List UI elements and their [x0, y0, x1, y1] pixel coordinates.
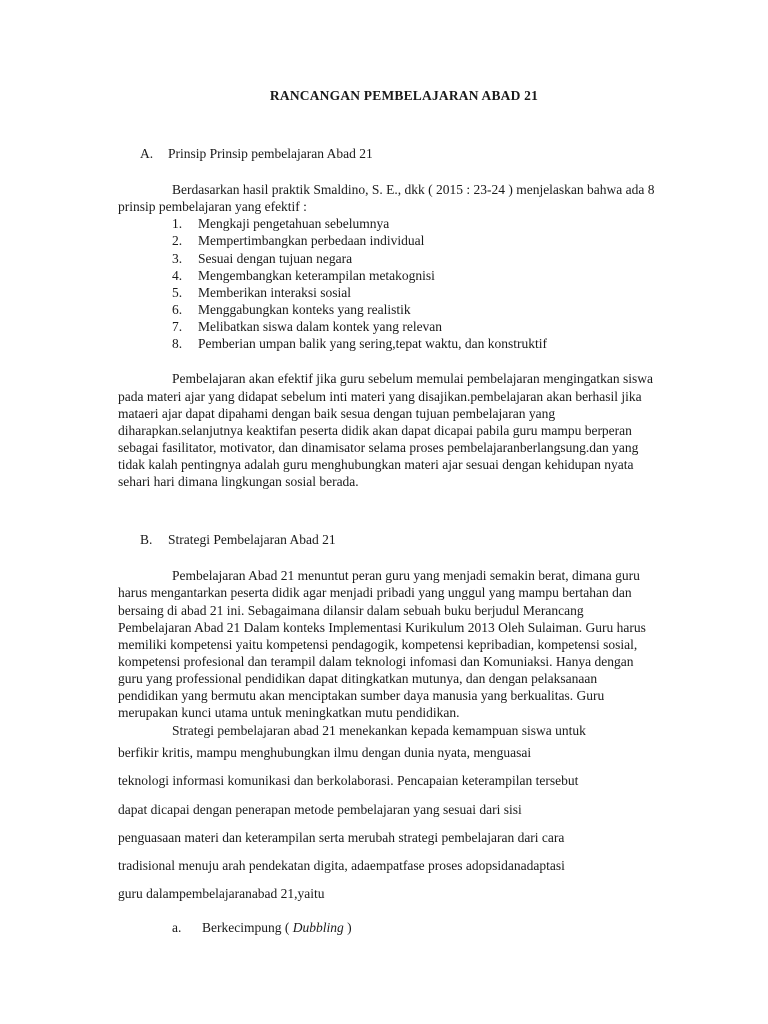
sub-list-item-label: [202, 914, 655, 942]
list-item-label: Memberikan interaksi sosial: [198, 284, 351, 300]
section-b-marker: B.: [140, 532, 153, 548]
paragraph-line: berfikir kritis, mampu menghubungkan ilmu dengan dunia nyata, menguasai: [118, 745, 532, 761]
list-item: [118, 215, 655, 232]
list-item-label: Sesuai dengan tujuan negara: [198, 250, 353, 266]
list-item-label: Mengembangkan keterampilan metakognisi: [198, 267, 435, 283]
sub-list-item-number: a.: [172, 919, 182, 935]
sub-list-text-before: Berkecimpung (: [202, 919, 293, 935]
list-item: [118, 267, 655, 284]
paragraph-line: dapat dicapai dengan penerapan metode pembelajaran yang sesuai dari sisi: [118, 801, 522, 817]
section-a-heading: [118, 146, 655, 163]
section-b-heading: [118, 532, 655, 549]
sub-list-italic-term: Dubbling: [292, 919, 344, 935]
paragraph-line: Strategi pembelajaran abad 21 menekankan kepada kemampuan siswa untuk: [172, 722, 586, 738]
spacer: [118, 163, 655, 181]
list-item-number: 7.: [172, 319, 183, 335]
list-item-label: Mengkaji pengetahuan sebelumnya: [198, 216, 390, 232]
document-body: [118, 146, 655, 942]
list-item: [118, 301, 655, 318]
spacer: [118, 549, 655, 567]
section-a-closing-paragraph: Pembelajaran akan efektif jika guru sebelum memulai pembelajaran mengingatkan siswa pada materi ajar yang didapat sebelum inti materi yang disajikan.pembelajaran akan berhasil jika mataeri ajar dapat dipahami dengan baik sesua dengan tujuan pembelajaran yang diharapkan.selanjutnya keaktifan peserta didik akan dapat dicapai pabila guru mampu berperan sebagai fasilitator, motivator, dan dinamisator selama proses pembelajaranberlangsung.dan yang tidak kalah pentingnya adalah guru menghubungkan materi ajar sesuai dengan kehidupan nyata sehari hari dimana lingkungan sosial berada.: [118, 371, 653, 490]
sub-list-item-a: [118, 914, 655, 942]
list-item: [118, 335, 655, 352]
sub-list-text-after: ): [343, 919, 352, 935]
section-a-intro-paragraph: Berdasarkan hasil praktik Smaldino, S. E., dkk ( 2015 : 23-24 ) menjelaskan bahwa ada 8 prinsip pembelajaran yang efektif :: [118, 182, 655, 215]
section-b-paragraph-2: [118, 722, 655, 908]
section-a-marker: A.: [140, 146, 154, 162]
list-item-label: Mempertimbangkan perbedaan individual: [198, 233, 425, 249]
list-item-number: 8.: [172, 336, 183, 352]
paragraph-line: penguasaan materi dan keterampilan serta merubah strategi pembelajaran dari cara: [118, 829, 565, 845]
list-item-number: 6.: [172, 302, 183, 318]
list-item: [118, 250, 655, 267]
principles-list: [118, 215, 655, 352]
list-item-number: 2.: [172, 233, 183, 249]
list-item: [118, 284, 655, 301]
section-b-paragraph-1: Pembelajaran Abad 21 menuntut peran guru yang menjadi semakin berat, dimana guru harus mengantarkan peserta didik agar menjadi pribadi yang unggul yang mampu bertahan dan bersaing di abad 21 ini. Sebagaimana dilansir dalam sebuah buku berjudul Merancang Pembelajaran Abad 21 Dalam konteks Implementasi Kurikulum 2013 Oleh Sulaiman. Guru harus memiliki kompetensi yaitu kompetensi pendagogik, kompetensi kepribadian, kompetensi sosial, kompetensi profesional dan terampil dalam teknologi infomasi dan Komuniaksi. Hanya dengan guru yang professional pendidikan dapat ditingkatkan mutunya, dan dengan pelaksanaan pendidikan yang bermutu akan menciptakan sumber daya manusia yang berkualitas. Guru merupakan kunci utama untuk meningkatkan mutu pendidikan.: [118, 568, 646, 721]
list-item-number: 3.: [172, 250, 183, 266]
paragraph-line: tradisional menuju arah pendekatan digita, adaempatfase proses adopsidanadaptasi: [118, 857, 565, 873]
section-a-heading-text: Prinsip Prinsip pembelajaran Abad 21: [168, 146, 373, 162]
list-item-number: 5.: [172, 284, 183, 300]
spacer: [118, 352, 655, 370]
list-item-label: Melibatkan siswa dalam kontek yang relevan: [198, 319, 443, 335]
page-title: RANCANGAN PEMBELAJARAN ABAD 21: [269, 88, 539, 103]
list-item-number: 1.: [172, 216, 183, 232]
list-item: [118, 232, 655, 249]
section-b-heading-text: Strategi Pembelajaran Abad 21: [168, 532, 336, 548]
list-item-number: 4.: [172, 267, 183, 283]
list-item: [118, 318, 655, 335]
list-item-label: Pemberian umpan balik yang sering,tepat waktu, dan konstruktif: [198, 336, 548, 352]
paragraph-line: guru dalampembelajaranabad 21,yaitu: [118, 885, 325, 901]
list-item-label: Menggabungkan konteks yang realistik: [198, 302, 411, 318]
paragraph-line: teknologi informasi komunikasi dan berkolaborasi. Pencapaian keterampilan tersebut: [118, 773, 579, 789]
